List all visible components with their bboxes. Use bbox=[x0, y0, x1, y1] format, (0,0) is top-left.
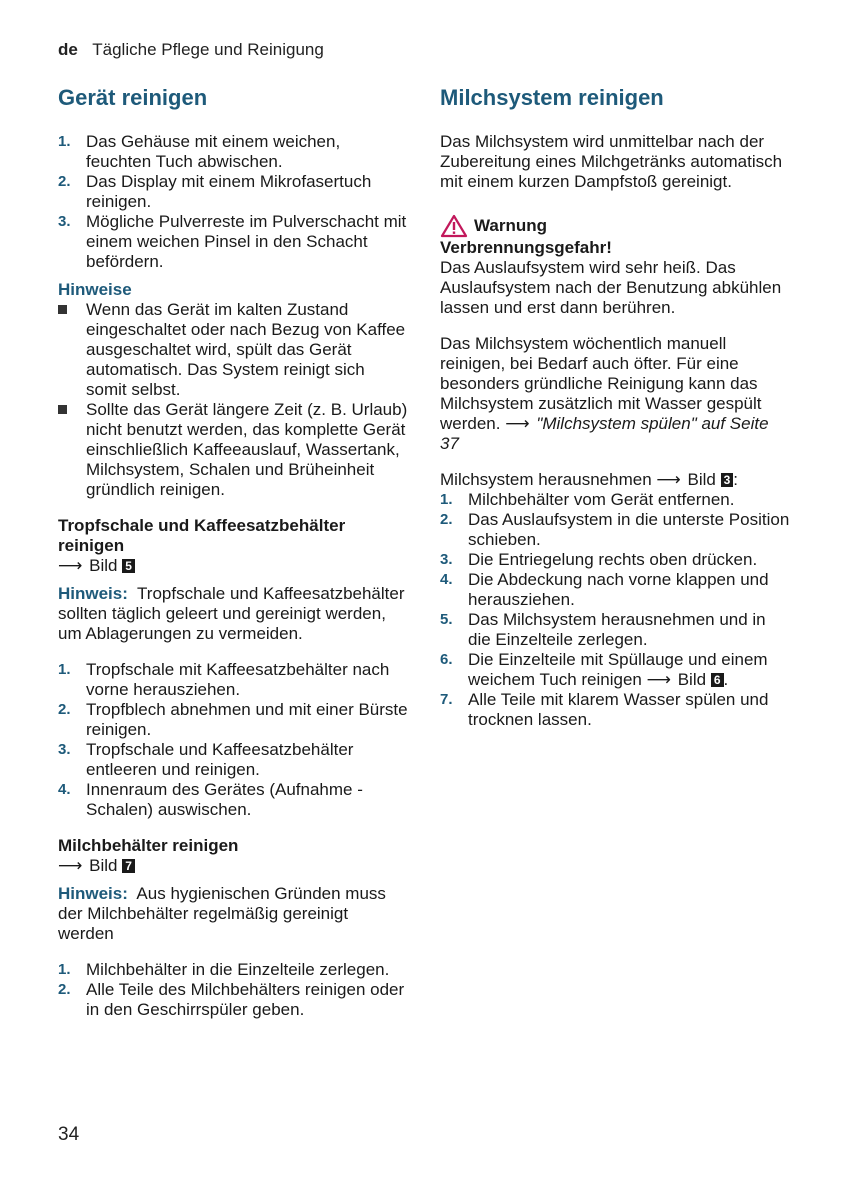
figure-reference: ⟶ Bild 5 bbox=[58, 556, 408, 576]
page-number: 34 bbox=[58, 1124, 80, 1145]
page-header bbox=[58, 40, 324, 60]
list-item: 4. Innenraum des Gerätes (Aufnahme - Schalen) auswischen. bbox=[58, 780, 363, 819]
page-cross-reference: "Milchsystem spülen" auf Seite 37 bbox=[440, 414, 769, 453]
notes-title: Hinweise bbox=[58, 280, 132, 299]
drip-tray-title: Tropfschale und Kaffeesatzbehälter reinigen bbox=[58, 516, 346, 555]
remove-milk-system-line: Milchsystem herausnehmen ⟶ Bild 3 : bbox=[440, 470, 739, 489]
warning-text: Das Auslaufsystem wird sehr heiß. Das Auslaufsystem nach der Benutzung abkühlen lassen und erst dann berühren. bbox=[440, 258, 782, 317]
section-title: Tägliche Pflege und Reinigung bbox=[92, 40, 324, 59]
arrow-right-icon: ⟶ bbox=[656, 470, 681, 489]
figure-number-badge: 6 bbox=[711, 673, 724, 687]
square-bullet-icon bbox=[58, 405, 67, 414]
notes-list bbox=[58, 300, 408, 500]
list-item: 7. Alle Teile mit klarem Wasser spülen und trocknen lassen. bbox=[440, 690, 769, 729]
drip-tray-steps bbox=[58, 660, 408, 820]
list-item: 6. Die Einzelteile mit Spüllauge und einem weichem Tuch reinigen ⟶ Bild 6 . bbox=[440, 650, 768, 689]
square-bullet-icon bbox=[58, 305, 67, 314]
list-item: 1. Milchbehälter vom Gerät entfernen. bbox=[440, 490, 735, 509]
heading-milchsystem-reinigen: Milchsystem reinigen bbox=[440, 85, 664, 110]
list-item: Wenn das Gerät im kalten Zustand eingeschaltet oder nach Bezug von Kaffee ausgeschaltet wird, spült das Gerät automatisch. Das System reinigt sich somit selbst. bbox=[58, 300, 408, 400]
arrow-right-icon: ⟶ bbox=[58, 556, 83, 575]
arrow-right-icon: ⟶ bbox=[58, 856, 83, 875]
list-item: 4. Die Abdeckung nach vorne klappen und herausziehen. bbox=[440, 570, 769, 609]
milk-container-title: Milchbehälter reinigen bbox=[58, 836, 239, 855]
list-item: 3. Mögliche Pulverreste im Pulverschacht mit einem weichen Pinsel in den Schacht befördern. bbox=[58, 212, 407, 271]
list-item: 2. Das Auslaufsystem in die unterste Position schieben. bbox=[440, 510, 790, 549]
figure-number-badge: 5 bbox=[122, 559, 135, 573]
figure-reference: ⟶ Bild 7 bbox=[58, 856, 408, 876]
list-item: 3. Die Entriegelung rechts oben drücken. bbox=[440, 550, 758, 569]
hint-paragraph: Hinweis: Tropfschale und Kaffeesatzbehälter sollten täglich geleert und gereinigt werden, um Ablagerungen zu vermeiden. bbox=[58, 584, 405, 643]
heading-geraet-reinigen: Gerät reinigen bbox=[58, 85, 208, 110]
list-item: 1. Tropfschale mit Kaffeesatzbehälter nach vorne herausziehen. bbox=[58, 660, 390, 699]
warning-header bbox=[440, 214, 790, 238]
figure-number-badge: 7 bbox=[122, 859, 135, 873]
device-cleaning-steps bbox=[58, 132, 408, 272]
milk-container-steps bbox=[58, 960, 408, 1020]
figure-number-badge: 3 bbox=[721, 473, 734, 487]
list-item: 1. Milchbehälter in die Einzelteile zerlegen. bbox=[58, 960, 390, 979]
hint-paragraph: Hinweis: Aus hygienischen Gründen muss der Milchbehälter regelmäßig gereinigt werden bbox=[58, 884, 386, 943]
list-item: 5. Das Milchsystem herausnehmen und in die Einzelteile zerlegen. bbox=[440, 610, 766, 649]
arrow-right-icon: ⟶ bbox=[505, 414, 530, 433]
list-item: 2. Das Display mit einem Mikrofasertuch reinigen. bbox=[58, 172, 372, 211]
right-column bbox=[440, 84, 790, 730]
arrow-right-icon: ⟶ bbox=[646, 670, 671, 689]
language-code: de bbox=[58, 40, 78, 59]
left-column bbox=[58, 84, 408, 1020]
list-item: 2. Tropfblech abnehmen und mit einer Bürste reinigen. bbox=[58, 700, 408, 739]
list-item: 1. Das Gehäuse mit einem weichen, feuchten Tuch abwischen. bbox=[58, 132, 341, 171]
list-item: 3. Tropfschale und Kaffeesatzbehälter entleeren und reinigen. bbox=[58, 740, 354, 779]
weekly-cleaning-paragraph: Das Milchsystem wöchentlich manuell reinigen, bei Bedarf auch öfter. Für eine besonders gründliche Reinigung kann das Milchsystem zusätzlich mit Wasser gespült werden. ⟶ "Milchsystem spülen" auf Seite 37 bbox=[440, 334, 769, 453]
milk-system-steps bbox=[440, 490, 790, 730]
warning-title: Verbrennungsgefahr! bbox=[440, 238, 612, 257]
warning-triangle-icon bbox=[440, 214, 468, 238]
intro-paragraph: Das Milchsystem wird unmittelbar nach der Zubereitung eines Milchgetränks automatisch mit einem kurzen Dampfstoß gereinigt. bbox=[440, 132, 783, 191]
warning-label: Warnung bbox=[474, 216, 548, 235]
list-item: 2. Alle Teile des Milchbehälters reinigen oder in den Geschirrspüler geben. bbox=[58, 980, 405, 1019]
list-item: Sollte das Gerät längere Zeit (z. B. Urlaub) nicht benutzt werden, das komplette Gerät einschließlich Kaffeeauslauf, Wassertank, Milchsystem, Schalen und Brüheinheit gründlich reinigen. bbox=[58, 400, 408, 500]
